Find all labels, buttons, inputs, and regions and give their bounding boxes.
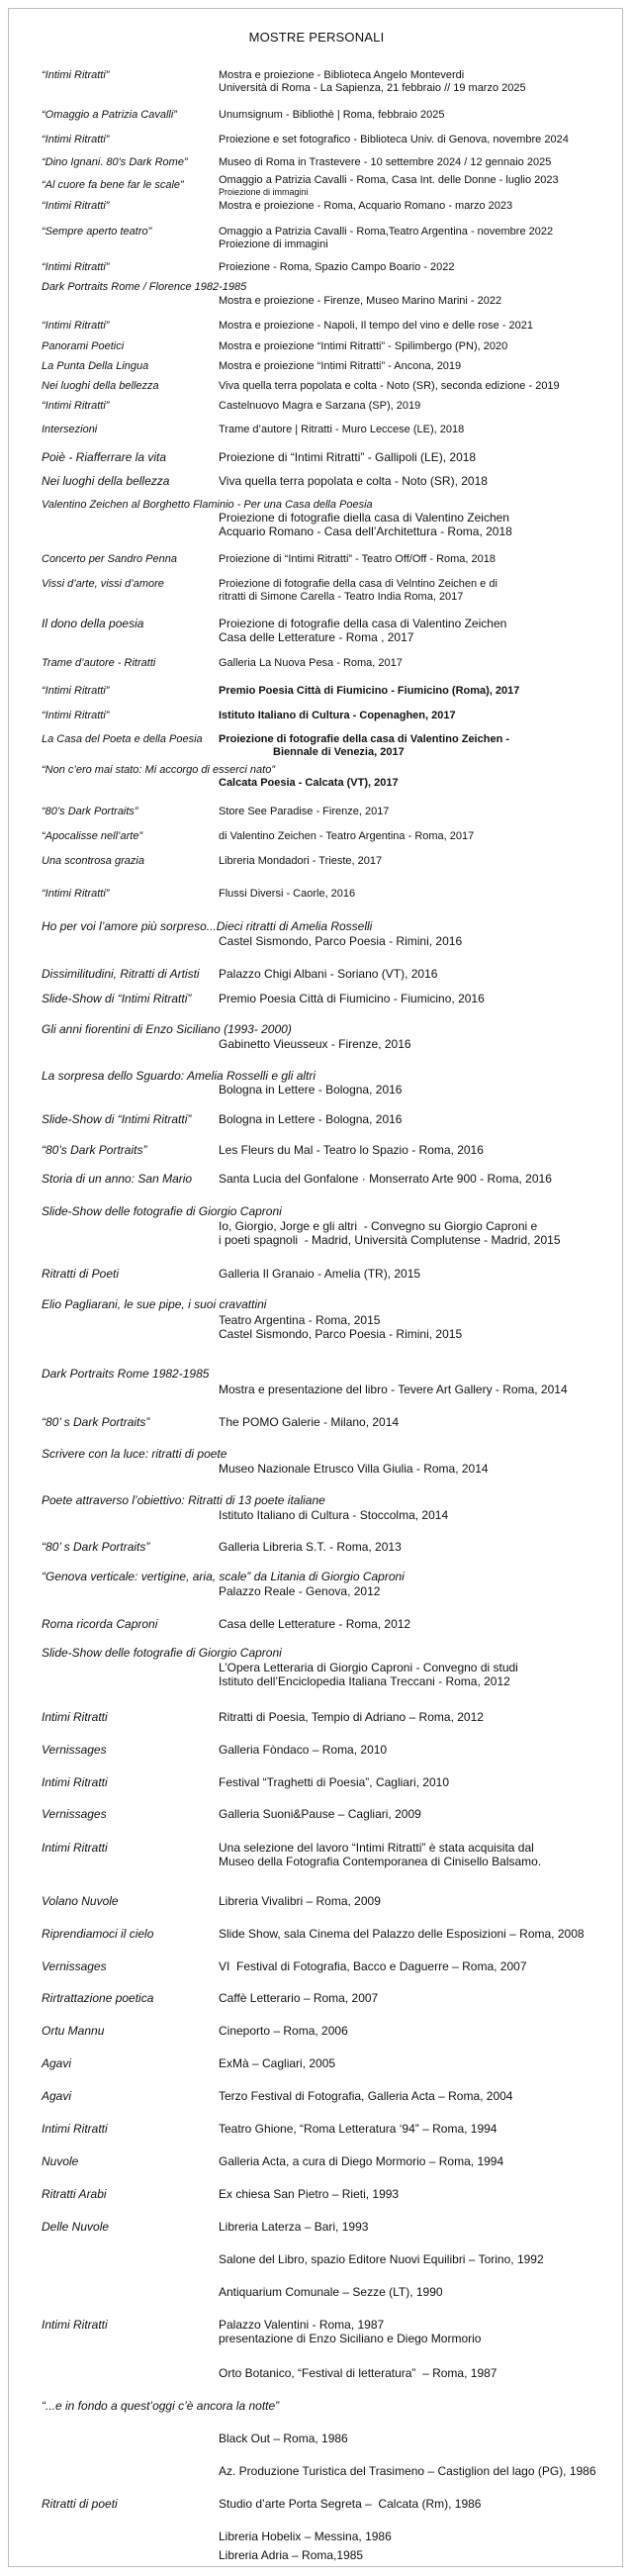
exhibition-title: Una scontrosa grazia — [42, 855, 144, 867]
exhibition-venue: Una selezione del lavoro “Intimi Ritratti” è stata acquisita dal Museo della Fotografia Contemporanea di Cinisello Balsamo. — [219, 1841, 542, 1868]
exhibition-venue: Ritratti di Poesia, Tempio di Adriano – Roma, 2012 — [219, 1710, 484, 1724]
exhibition-venue: Proiezione di fotografie della casa di Velntino Zeichen e di ritratti di Simone Carella - Teatro India Roma, 2017 — [219, 578, 497, 603]
exhibition-title: “Al cuore fa bene far le scale” — [42, 179, 184, 191]
exhibition-title: Panorami Poetici — [42, 340, 125, 352]
exhibition-title: Intimi Ritratti — [42, 1710, 108, 1724]
exhibition-venue: Libreria Laterza – Bari, 1993 — [219, 2220, 369, 2234]
exhibition-venue: Black Out – Roma, 1986 — [219, 2432, 348, 2445]
exhibition-title: “...e in fondo a quest’oggi c’è ancora la notte” — [42, 2399, 280, 2413]
exhibition-title: Riprendiamoci il cielo — [42, 1927, 154, 1941]
exhibition-venue: Galleria Acta, a cura di Diego Mormorio – Roma, 1994 — [219, 2154, 504, 2168]
exhibition-venue: Slide Show, sala Cinema del Palazzo delle Esposizioni – Roma, 2008 — [219, 1927, 585, 1941]
exhibition-title: Delle Nuvole — [42, 2220, 110, 2234]
exhibition-title: Rirtrattazione poetica — [42, 1991, 154, 2005]
exhibition-venue: Mostra e proiezione “Intimi Ritratti” - Spilimbergo (PN), 2020 — [219, 340, 508, 352]
exhibition-venue: Studio d’arte Porta Segreta – Calcata (Rm), 1986 — [219, 2497, 482, 2511]
exhibition-venue: Proiezione di “Intimi Ritratti” - Gallipoli (LE), 2018 — [219, 450, 477, 464]
exhibition-venue: Libreria Vivalibri – Roma, 2009 — [219, 1894, 381, 1908]
exhibition-title: Slide-Show delle fotografie di Giorgio Caproni — [42, 1204, 282, 1218]
exhibition-venue: Libreria Mondadori - Trieste, 2017 — [219, 855, 383, 867]
exhibition-title: “Apocalisse nell’arte” — [42, 830, 143, 842]
exhibition-title: Volano Nuvole — [42, 1894, 119, 1908]
exhibition-title: Intimi Ritratti — [42, 2122, 108, 2136]
exhibition-venue: Mostra e proiezione “Intimi Ritratti” - Ancona, 2019 — [219, 360, 462, 372]
exhibition-title: “Intimi Ritratti” — [42, 69, 110, 81]
exhibition-venue: Galleria Libreria S.T. - Roma, 2013 — [219, 1540, 402, 1554]
exhibition-venue: Libreria Hobelix – Messina, 1986 — [219, 2529, 392, 2543]
exhibition-title: “Intimi Ritratti” — [42, 685, 110, 697]
exhibition-venue: Antiquarium Comunale – Sezze (LT), 1990 — [219, 2285, 443, 2299]
exhibition-venue: Casa delle Letterature - Roma, 2012 — [219, 1617, 411, 1631]
exhibition-title: Slide-Show delle fotografie di Giorgio Caproni — [42, 1646, 282, 1660]
exhibition-venue: Santa Lucia del Gonfalone · Monserrato Arte 900 - Roma, 2016 — [219, 1172, 552, 1186]
exhibition-title: Roma ricorda Caproni — [42, 1617, 158, 1631]
exhibition-venue: Terzo Festival di Fotografia, Galleria Acta – Roma, 2004 — [219, 2089, 513, 2103]
exhibition-title: “Intimi Ritratti” — [42, 200, 110, 212]
exhibition-venue: Palazzo Chigi Albani - Soriano (VT), 2016 — [219, 967, 438, 981]
exhibition-title: Intimi Ritratti — [42, 2318, 108, 2332]
exhibition-title: La Punta Della Lingua — [42, 360, 149, 372]
exhibition-venue: Palazzo Reale - Genova, 2012 — [219, 1584, 381, 1598]
exhibition-title: Vernissages — [42, 1807, 107, 1821]
exhibition-venue: Galleria Fòndaco – Roma, 2010 — [219, 1743, 388, 1757]
exhibition-title: “Intimi Ritratti” — [42, 888, 110, 900]
exhibition-title: Dissimilitudini, Ritratti di Artisti — [42, 967, 200, 981]
exhibition-title: Dark Portraits Rome / Florence 1982-1985 — [42, 281, 247, 293]
exhibition-venue: Galleria La Nuova Pesa - Roma, 2017 — [219, 657, 403, 669]
exhibition-venue: Store See Paradise - Firenze, 2017 — [219, 806, 390, 817]
exhibition-title: “Sempre aperto teatro” — [42, 226, 152, 238]
exhibition-venue: Mostra e proiezione - Firenze, Museo Marino Marini - 2022 — [219, 295, 502, 307]
exhibition-title: Ortu Mannu — [42, 2024, 105, 2038]
exhibition-title: “80’s Dark Portraits” — [42, 806, 138, 817]
exhibition-venue: Az. Produzione Turistica del Trasimeno – Castiglion del lago (PG), 1986 — [219, 2464, 596, 2478]
exhibition-title: Vernissages — [42, 1959, 107, 1973]
exhibition-title: Ritratti di poeti — [42, 2497, 118, 2511]
exhibition-venue: Palazzo Valentini - Roma, 1987 presentazione di Enzo Siciliano e Diego Mormorio — [219, 2318, 482, 2345]
exhibition-title: Vernissages — [42, 1743, 107, 1757]
exhibition-venue: Bologna in Lettere - Bologna, 2016 — [219, 1112, 403, 1126]
exhibition-title: “Non c’ero mai stato: Mi accorgo di esserci nato” — [42, 764, 275, 776]
exhibition-venue: Gabinetto Vieusseux - Firenze, 2016 — [219, 1037, 411, 1051]
exhibition-title: Slide-Show di “Intimi Ritratti” — [42, 992, 192, 1005]
exhibition-venue: Proiezione di fotografie diella casa di Valentino Zeichen Acquario Romano - Casa dell’Architettura - Roma, 2018 — [219, 511, 512, 538]
exhibition-venue: Museo Nazionale Etrusco Villa Giulia - Roma, 2014 — [219, 1462, 489, 1476]
exhibition-title: Agavi — [42, 2056, 72, 2070]
exhibition-venue: Salone del Libro, spazio Editore Nuovi Equilibri – Torino, 1992 — [219, 2252, 544, 2266]
exhibition-venue: Galleria Suoni&Pause – Cagliari, 2009 — [219, 1807, 421, 1821]
exhibition-venue: L’Opera Letteraria di Giorgio Caproni - Convegno di studi Istituto dell’Enciclopedia Italiana Treccani - Roma, 2012 — [219, 1661, 518, 1688]
exhibition-title: “Intimi Ritratti” — [42, 400, 110, 412]
exhibition-venue: The POMO Galerie - Milano, 2014 — [219, 1415, 400, 1429]
exhibition-title: Slide-Show di “Intimi Ritratti” — [42, 1112, 192, 1126]
exhibition-title: Vissi d’arte, vissi d’amore — [42, 578, 164, 590]
exhibition-venue: Mostra e presentazione del libro - Tevere Art Gallery - Roma, 2014 — [219, 1383, 568, 1396]
exhibition-venue: Museo di Roma in Trastevere - 10 settembre 2024 / 12 gennaio 2025 — [219, 156, 552, 168]
exhibition-venue: Proiezione di fotografie della casa di Valentino Zeichen Casa delle Letterature - Roma , 2017 — [219, 617, 507, 644]
exhibition-title: Nuvole — [42, 2154, 79, 2168]
exhibition-title: “Omaggio a Patrizia Cavalli” — [42, 109, 177, 121]
exhibition-venue: Teatro Argentina - Roma, 2015 Castel Sismondo, Parco Poesia - Rimini, 2015 — [219, 1313, 463, 1341]
page-title: MOSTRE PERSONALI — [248, 30, 385, 45]
exhibition-venue: Castel Sismondo, Parco Poesia - Rimini, 2016 — [219, 934, 463, 948]
exhibition-title: “Dino Ignani. 80's Dark Rome” — [42, 156, 188, 168]
exhibition-venue: Orto Botanico, “Festival di letteratura” – Roma, 1987 — [219, 2366, 497, 2380]
exhibition-title: Poete attraverso l’obiettivo: Ritratti di 13 poete italiane — [42, 1493, 325, 1507]
exhibition-title: Intimi Ritratti — [42, 1775, 108, 1789]
exhibition-venue: Teatro Ghione, “Roma Letteratura ‘94” – Roma, 1994 — [219, 2122, 497, 2136]
exhibition-title: Concerto per Sandro Penna — [42, 553, 177, 565]
exhibition-venue: Castelnuovo Magra e Sarzana (SP), 2019 — [219, 400, 421, 412]
exhibition-venue: Cineporto – Roma, 2006 — [219, 2024, 348, 2038]
exhibition-title: “Genova verticale: vertigine, aria, scale” da Litania di Giorgio Caproni — [42, 1570, 405, 1583]
exhibition-venue: Trame d’autore | Ritratti - Muro Leccese (LE), 2018 — [219, 424, 465, 435]
exhibition-title: La sorpresa dello Sguardo: Amelia Rosselli e gli altri — [42, 1069, 316, 1083]
exhibition-title: Valentino Zeichen al Borghetto Flaminio - Per una Casa della Poesia — [42, 499, 373, 511]
exhibition-title: “Intimi Ritratti” — [42, 320, 110, 332]
exhibition-title: Ho per voi l’amore più sorpreso...Dieci ritratti di Amelia Rosselli — [42, 919, 373, 933]
exhibition-title: Nei luoghi della bellezza — [42, 380, 159, 392]
exhibition-title: “80’ s Dark Portraits” — [42, 1415, 150, 1429]
exhibition-venue: ExMà – Cagliari, 2005 — [219, 2056, 336, 2070]
exhibition-title: “Intimi Ritratti” — [42, 710, 110, 721]
exhibition-venue: Proiezione di fotografie della casa di Valentino Zeichen - Biennale di Venezia, 2017 — [219, 733, 510, 758]
exhibition-venue: Libreria Adria – Roma,1985 — [219, 2548, 364, 2562]
exhibition-title: Il dono della poesia — [42, 617, 144, 630]
exhibition-title: Poiè - Riafferrare la vita — [42, 450, 167, 464]
exhibition-venue: Ex chiesa San Pietro – Rieti, 1993 — [219, 2187, 400, 2201]
exhibition-venue: Proiezione - Roma, Spazio Campo Boario - 2022 — [219, 261, 455, 273]
exhibition-title: Storia di un anno: San Mario — [42, 1172, 193, 1186]
exhibition-title: Intersezioni — [42, 424, 98, 435]
exhibition-title: “80’ s Dark Portraits” — [42, 1540, 150, 1554]
exhibition-venue: Istituto Italiano di Cultura - Copenaghen, 2017 — [219, 710, 456, 721]
exhibition-title: Elio Pagliarani, le sue pipe, i suoi cravattini — [42, 1297, 267, 1311]
exhibition-venue: Istituto Italiano di Cultura - Stoccolma, 2014 — [219, 1508, 449, 1522]
exhibition-venue: di Valentino Zeichen - Teatro Argentina - Roma, 2017 — [219, 830, 475, 842]
exhibition-venue: VI Festival di Fotografia, Bacco e Daguerre – Roma, 2007 — [219, 1959, 527, 1973]
exhibition-venue: Les Fleurs du Mal - Teatro lo Spazio - Roma, 2016 — [219, 1143, 484, 1157]
exhibition-venue: Caffè Letterario – Roma, 2007 — [219, 1991, 379, 2005]
exhibition-title: Gli anni fiorentini di Enzo Siciliano (1993- 2000) — [42, 1022, 292, 1036]
exhibition-title: Dark Portraits Rome 1982-1985 — [42, 1367, 210, 1381]
exhibition-venue: Premio Poesia Città di Fiumicino - Fiumicino, 2016 — [219, 992, 485, 1005]
exhibition-venue: Galleria Il Granaio - Amelia (TR), 2015 — [219, 1267, 421, 1281]
exhibition-venue: Bologna in Lettere - Bologna, 2016 — [219, 1083, 403, 1097]
exhibition-venue: Omaggio a Patrizia Cavalli - Roma, Casa Int. delle Donne - luglio 2023 Proiezione di immagini — [219, 174, 559, 197]
exhibition-title: “Intimi Ritratti” — [42, 261, 110, 273]
exhibition-title: “Intimi Ritratti” — [42, 134, 110, 145]
exhibition-title: Intimi Ritratti — [42, 1841, 108, 1855]
exhibition-venue: Io, Giorgio, Jorge e gli altri - Convegno su Giorgio Caproni e i poeti spagnoli - Madrid, Università Complutense - Madrid, 2015 — [219, 1219, 561, 1247]
exhibition-title: “80’s Dark Portraits” — [42, 1143, 147, 1157]
exhibition-venue: Mostra e proiezione - Roma, Acquario Romano - marzo 2023 — [219, 200, 513, 212]
exhibition-venue: Viva quella terra popolata e colta - Noto (SR), 2018 — [219, 474, 488, 488]
exhibition-title: Agavi — [42, 2089, 72, 2103]
exhibition-title: Scrivere con la luce: ritratti di poete — [42, 1447, 227, 1461]
exhibition-venue: Flussi Diversi - Caorle, 2016 — [219, 888, 356, 900]
exhibition-venue: Omaggio a Patrizia Cavalli - Roma,Teatro Argentina - novembre 2022 Proiezione di immagini — [219, 226, 554, 250]
exhibition-venue: Festival “Traghetti di Poesia”, Cagliari, 2010 — [219, 1775, 449, 1789]
exhibition-venue: Unumsignum - Bibliothè | Roma, febbraio 2025 — [219, 109, 445, 121]
exhibition-venue: Mostra e proiezione - Napoli, Il tempo del vino e delle rose - 2021 — [219, 320, 533, 332]
exhibition-title: Trame d’autore - Ritratti — [42, 657, 156, 669]
exhibition-title: Ritratti di Poeti — [42, 1267, 120, 1281]
exhibition-venue: Premio Poesia Città di Fiumicino - Fiumicino (Roma), 2017 — [219, 685, 520, 697]
exhibition-venue: Calcata Poesia - Calcata (VT), 2017 — [219, 777, 399, 789]
exhibition-title: La Casa del Poeta e della Poesia — [42, 733, 203, 745]
exhibition-venue: Proiezione di “Intimi Ritratti” - Teatro Off/Off - Roma, 2018 — [219, 553, 496, 565]
exhibition-venue: Mostra e proiezione - Biblioteca Angelo Monteverdi Università di Roma - La Sapienza, 21 febbraio // 19 marzo 2025 — [219, 69, 526, 94]
exhibition-title: Ritratti Arabi — [42, 2187, 107, 2201]
exhibition-venue: Proiezione e set fotografico - Biblioteca Univ. di Genova, novembre 2024 — [219, 134, 569, 145]
exhibition-venue-note: Proiezione di immagini — [219, 187, 309, 197]
exhibition-title: Nei luoghi della bellezza — [42, 474, 170, 488]
exhibition-venue: Viva quella terra popolata e colta - Noto (SR), seconda edizione - 2019 — [219, 380, 560, 392]
